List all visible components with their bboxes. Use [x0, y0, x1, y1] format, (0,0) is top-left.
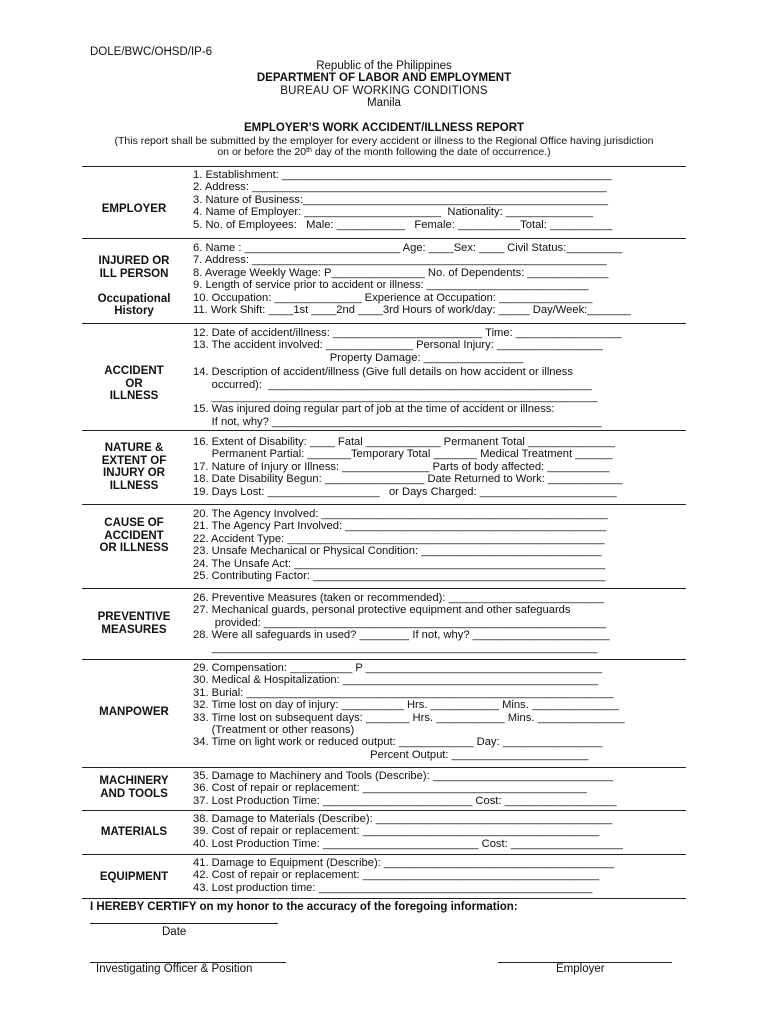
section-rule	[82, 430, 686, 431]
section-rule	[82, 659, 686, 660]
section-lines-employer	[193, 169, 688, 231]
date-line[interactable]	[90, 923, 278, 924]
field-machinery-cost[interactable]: 36. Cost of repair or replacement: ____________________________________	[193, 782, 587, 795]
field-preventive-measures[interactable]: 26. Preventive Measures (taken or recommended): _________________________	[193, 592, 605, 604]
section-rule	[82, 854, 686, 855]
report-note-line1: (This report shall be submitted by the employer for every accident or illness to the Regional Office having jurisdiction	[114, 135, 654, 147]
section-materials	[82, 813, 686, 852]
field-person-address[interactable]: 7. Address: _________________________________________________________	[193, 254, 607, 267]
field-machinery-lost-time[interactable]: 37. Lost Production Time: ________________________ Cost: __________________	[193, 794, 617, 807]
section-lines-accident	[193, 327, 688, 428]
section-label-manpower: MANPOWER	[99, 706, 169, 718]
section-label-accident: ACCIDENT OR ILLNESS	[104, 365, 164, 402]
header-bureau: BUREAU OF WORKING CONDITIONS	[280, 85, 488, 97]
report-note-line2-post: day of the month following the date of occurrence.)	[311, 146, 551, 158]
field-time-lost-day-of-injury[interactable]: 32. Time lost on day of injury: __________ Hrs. ___________ Mins. ______________	[193, 699, 620, 712]
section-rule	[82, 898, 686, 899]
field-provided[interactable]: provided: _______________________________________________________	[193, 616, 607, 629]
field-machinery-damage[interactable]: 35. Damage to Machinery and Tools (Describe): _____________________________	[193, 770, 614, 782]
field-equipment-cost[interactable]: 42. Cost of repair or replacement: ______________________________________	[193, 869, 600, 882]
field-safeguards-continued[interactable]: ______________________________________________________________	[193, 641, 598, 654]
field-permanent-partial[interactable]: Permanent Partial: _______Temporary Total _______ Medical Treatment ______	[193, 448, 613, 461]
report-note-line2	[0, 146, 768, 159]
field-unsafe-act[interactable]: 24. The Unsafe Act: __________________________________________________	[193, 557, 606, 570]
field-accident-type[interactable]: 22. Accident Type: ___________________________________________________	[193, 532, 605, 545]
field-materials-damage[interactable]: 38. Damage to Materials (Describe): ______________________________________	[193, 813, 613, 825]
field-equipment-damage[interactable]: 41. Damage to Equipment (Describe): _____________________________________	[193, 857, 615, 869]
section-rule	[82, 166, 686, 167]
field-contributing-factor[interactable]: 25. Contributing Factor: _______________________________________________	[193, 570, 606, 583]
section-label-employer: EMPLOYER	[101, 203, 167, 215]
field-address[interactable]: 2. Address: _________________________________________________________	[193, 181, 607, 194]
section-label-materials: MATERIALS	[100, 826, 168, 838]
section-rule	[82, 323, 686, 324]
section-lines-manpower	[193, 662, 688, 761]
section-rule	[82, 504, 686, 505]
form-code: DOLE/BWC/OHSD/IP-6	[90, 46, 213, 58]
section-label-nature: NATURE & EXTENT OF INJURY OR ILLNESS	[101, 442, 167, 492]
section-machinery	[82, 770, 686, 808]
field-mechanical-guards: 27. Mechanical guards, personal protective equipment and other safeguards	[193, 604, 571, 617]
field-accident-involved[interactable]: 13. The accident involved: ______________ Personal Injury: _________________	[193, 339, 603, 352]
section-lines-machinery	[193, 770, 688, 807]
report-title: EMPLOYER’S WORK ACCIDENT/ILLNESS REPORT	[243, 122, 525, 134]
field-if-not-why[interactable]: If not, why? _____________________________________________________	[193, 415, 602, 428]
field-compensation[interactable]: 29. Compensation: __________ P ______________________________________	[193, 662, 603, 674]
field-safeguards-used[interactable]: 28. Were all safeguards in used? ________ If not, why? ______________________	[193, 629, 610, 642]
field-percent-output[interactable]: Percent Output: ______________________	[193, 748, 589, 761]
field-property-damage[interactable]: Property Damage: ________________	[193, 351, 524, 364]
section-equipment	[82, 857, 686, 896]
section-cause	[82, 508, 686, 586]
section-nature	[82, 436, 686, 502]
section-rule	[82, 588, 686, 589]
field-agency-part[interactable]: 21. The Agency Part Involved: __________________________________________	[193, 520, 607, 533]
section-manpower	[82, 662, 686, 766]
field-occurred[interactable]: occurred): ____________________________________________________	[193, 378, 592, 391]
field-description: 14. Description of accident/illness (Give full details on how accident or illness	[193, 366, 573, 379]
field-date-of-accident[interactable]: 12. Date of accident/illness: ________________________ Time: _________________	[193, 327, 622, 339]
section-rule	[82, 238, 686, 239]
field-equipment-lost-time[interactable]: 43. Lost production time: ____________________________________________	[193, 881, 593, 894]
field-nature-of-injury[interactable]: 17. Nature of Injury or Illness: ______________ Parts of body affected: __________	[193, 460, 610, 473]
field-date-disability-begun[interactable]: 18. Date Disability Begun: ________________ Date Returned to Work: ____________	[193, 473, 623, 486]
field-days-lost[interactable]: 19. Days Lost: __________________ or Days Charged: ______________________	[193, 485, 617, 498]
field-nature-of-business[interactable]: 3. Nature of Business:_________________________________________________	[193, 193, 608, 206]
section-lines-injured	[193, 242, 688, 316]
section-lines-preventive	[193, 592, 688, 654]
section-accident	[82, 327, 686, 429]
field-time-lost-subsequent[interactable]: 33. Time lost on subsequent days: _______ Hrs. ___________ Mins. ______________	[193, 711, 625, 724]
section-lines-materials	[193, 813, 688, 850]
report-note-line2-sup: th	[306, 147, 312, 154]
field-extent-of-disability[interactable]: 16. Extent of Disability: ____ Fatal ____________ Permanent Total ______________	[193, 436, 616, 448]
field-treatment-reasons: (Treatment or other reasons)	[193, 724, 355, 737]
field-medical[interactable]: 30. Medical & Hospitalization: _________________________________________	[193, 674, 598, 687]
section-label-cause: CAUSE OF ACCIDENT OR ILLNESS	[99, 517, 169, 554]
section-employer	[82, 169, 686, 237]
field-name[interactable]: 6. Name : _________________________ Age: ____Sex: ____ Civil Status:_________	[193, 242, 623, 254]
field-materials-lost-time[interactable]: 40. Lost Production Time: _________________________ Cost: __________________	[193, 837, 623, 850]
field-burial[interactable]: 31. Burial: ___________________________________________________________	[193, 686, 614, 699]
field-agency-involved[interactable]: 20. The Agency Involved: ______________________________________________	[193, 508, 608, 520]
header-republic: Republic of the Philippines	[316, 60, 452, 72]
section-rule	[82, 810, 686, 811]
field-unsafe-condition[interactable]: 23. Unsafe Mechanical or Physical Condition: _____________________________	[193, 545, 602, 558]
section-label-preventive: PREVENTIVE MEASURES	[97, 611, 171, 636]
field-employer-name[interactable]: 4. Name of Employer: ______________________ Nationality: ______________	[193, 206, 593, 219]
field-light-work[interactable]: 34. Time on light work or reduced output: ____________ Day: ________________	[193, 736, 603, 749]
section-injured	[82, 242, 686, 322]
header-department: DEPARTMENT OF LABOR AND EMPLOYMENT	[256, 72, 512, 84]
section-lines-equipment	[193, 857, 688, 894]
field-establishment[interactable]: 1. Establishment: _____________________________________________________	[193, 169, 612, 181]
section-label-equipment: EQUIPMENT	[99, 871, 169, 883]
report-note-line2-pre: on or before the 20	[217, 146, 307, 158]
section-label-injured: INJURED OR ILL PERSON Occupational History	[97, 255, 171, 317]
field-regular-job: 15. Was injured doing regular part of job at the time of accident or illness:	[193, 403, 555, 416]
date-label: Date	[162, 926, 187, 938]
field-description-continued[interactable]: ______________________________________________________________	[193, 391, 598, 404]
employer-label: Employer	[556, 963, 605, 975]
section-rule	[82, 767, 686, 768]
section-label-machinery: MACHINERY AND TOOLS	[99, 775, 169, 800]
field-weekly-wage[interactable]: 8. Average Weekly Wage: P_______________ No. of Dependents: _____________	[193, 266, 609, 279]
section-preventive	[82, 592, 686, 658]
section-lines-cause	[193, 508, 688, 582]
certification-statement: I HEREBY CERTIFY on my honor to the accuracy of the foregoing information:	[90, 901, 518, 913]
field-occupation[interactable]: 10. Occupation: ______________ Experience at Occupation: _______________	[193, 291, 593, 304]
section-lines-nature	[193, 436, 688, 498]
officer-label: Investigating Officer & Position	[96, 963, 253, 975]
field-length-of-service[interactable]: 9. Length of service prior to accident or illness: __________________________	[193, 279, 589, 292]
field-work-shift[interactable]: 11. Work Shift: ____1st ____2nd ____3rd Hours of work/day: _____ Day/Week:_______	[193, 304, 631, 317]
header-city: Manila	[367, 97, 401, 109]
field-employees[interactable]: 5. No. of Employees: Male: ___________ Female: __________Total: __________	[193, 218, 613, 231]
field-materials-cost[interactable]: 39. Cost of repair or replacement: ______________________________________	[193, 825, 600, 838]
